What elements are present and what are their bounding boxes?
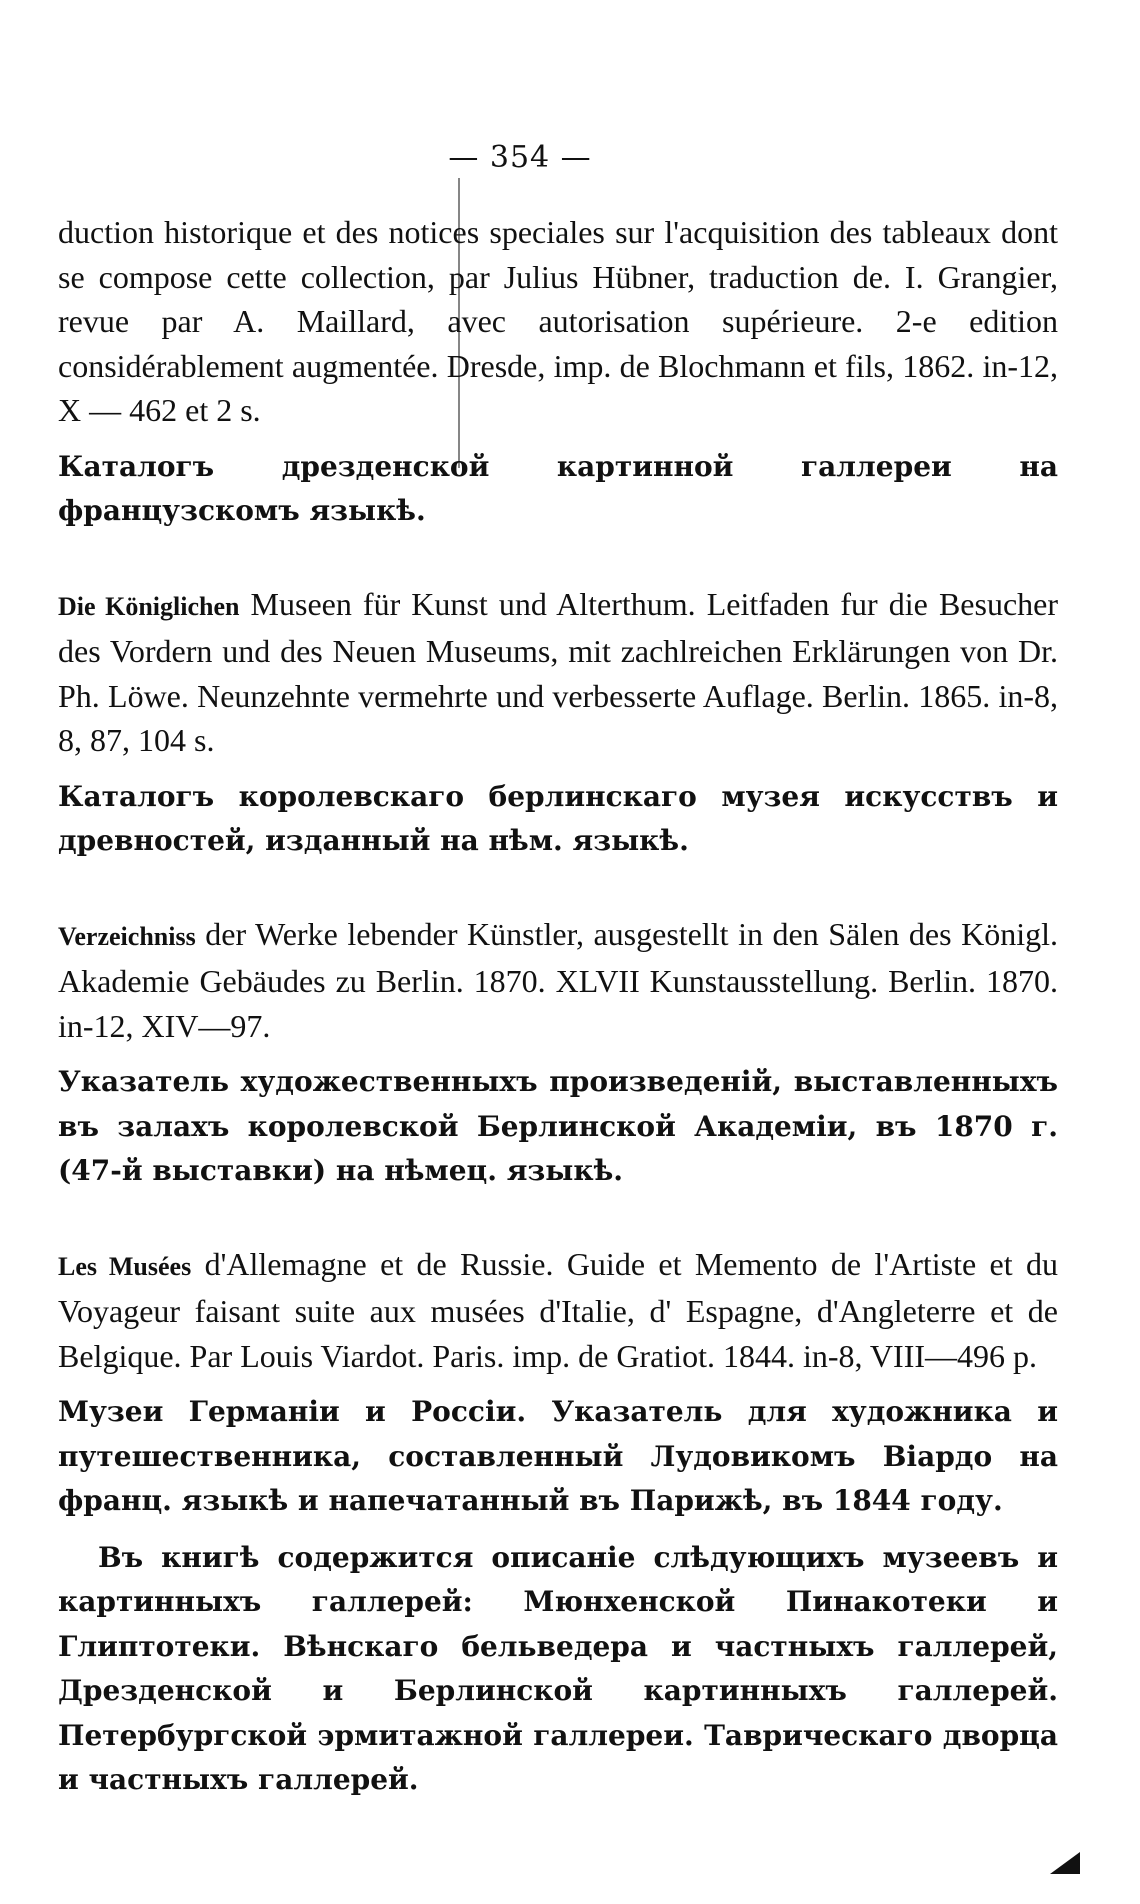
bibliographic-text — [58, 912, 1058, 1049]
page-number: — 354 — — [448, 140, 592, 175]
catalogue-entry-dresden — [58, 210, 1058, 534]
printer-mark-icon — [1050, 1852, 1080, 1874]
entry-body: duction historique et des notices speciales sur l'acquisition des tableaux dont se compose cette collection, par Julius Hübner, traduction de. I. Grangier, revue par A. Maillard, avec autorisation supérieure. 2-e edition considérablement augmentée. Dresde, imp. de Blochmann et fils, 1862. in-12, X — 462 et 2 s. — [58, 214, 1058, 428]
russian-annotation: Каталогъ дрезденской картинной галлереи на французскомъ языкѣ. — [58, 449, 1058, 527]
catalogue-entry-berlin-museums — [58, 582, 1058, 864]
entry-lead: Les Musées — [58, 1251, 192, 1281]
russian-annotation: Музеи Германіи и Россіи. Указатель для художника и путешественника, составленный Лудовикомъ Віардо на франц. языкѣ и напечатанный въ Парижѣ, въ 1844 году. — [58, 1395, 1058, 1517]
entry-body: der Werke lebender Künstler, ausgestellt in den Sälen des Königl. Akademie Gebäudes zu Berlin. 1870. XLVII Kunstausstellung. Berlin. 1870. in-12, XIV—97. — [58, 915, 1059, 1044]
bibliographic-text — [58, 1242, 1058, 1379]
catalogue-entry-viardot — [58, 1242, 1058, 1803]
entry-body: Museen für Kunst und Alterthum. Leitfaden fur die Besucher des Vordern und des Neuen Museums, mit zachlreichen Erklärungen von Dr. Ph. Löwe. Neunzehnte vermehrte und verbesserte Auflage. Berlin. 1865. in-8, 8, 87, 104 s. — [58, 585, 1059, 758]
russian-annotation: Каталогъ королевскаго берлинскаго музея искусствъ и древностей, изданный на нѣм. языкѣ. — [58, 779, 1058, 857]
bibliographic-text — [58, 210, 1058, 433]
russian-annotation: Указатель художественныхъ произведеній, выставленныхъ въ залахъ королевской Берлинской Академіи, въ 1870 г. (47-й выставки) на нѣмец. языкѣ. — [58, 1065, 1058, 1187]
bibliographic-text — [58, 582, 1058, 763]
russian-contents-note: Въ книгѣ содержится описаніе слѣдующихъ музеевъ и картинныхъ галлерей: Мюнхенской Пинакотеки и Глиптотеки. Вѣнскаго бельведера и частныхъ галлерей, Дрезденской и Берлинской картинныхъ галлерей. Петербургской эрмитажной галлереи. Таврическаго дворца и частныхъ галлерей. — [58, 1540, 1058, 1796]
page-body — [58, 210, 1058, 1851]
catalogue-entry-berlin-exhibition — [58, 912, 1058, 1194]
entry-lead: Verzeichniss — [58, 921, 196, 951]
entry-body: d'Allemagne et de Russie. Guide et Memento de l'Artiste et du Voyageur faisant suite aux musées d'Italie, d' Espagne, d'Angleterre et de Belgique. Par Louis Viardot. Paris. imp. de Gratiot. 1844. in-8, VIII—496 p. — [58, 1245, 1059, 1374]
entry-lead: Die Königlichen — [58, 591, 240, 621]
